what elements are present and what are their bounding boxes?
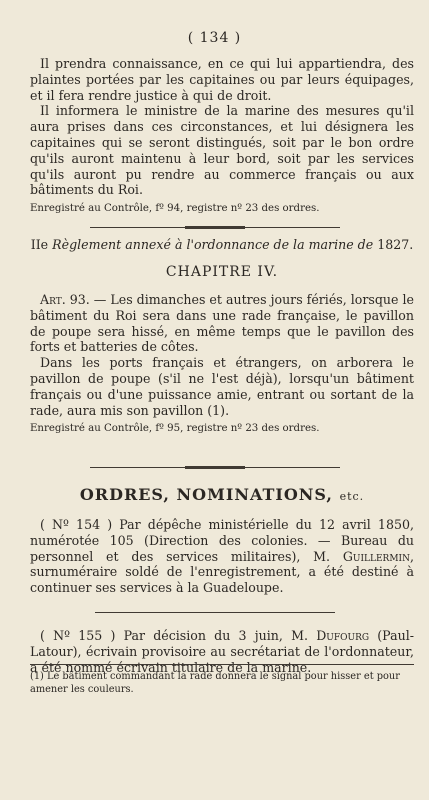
ordre-155-text-1: Par décision du 3 juin, M. [123,628,308,643]
section-rule-1 [90,227,340,228]
chapter-heading: CHAPITRE IV. [165,264,279,280]
footnote-divider [30,664,414,665]
entry-divider [95,612,335,613]
article-label: Art. 93. [40,292,90,307]
ordre-154-number: ( Nº 154 ) [40,517,113,532]
article-text: — Les dimanches et autres jours fériés, lorsque le bâtiment du Roi sera dans une rade française, le pavillon de poupe sera hissé, en même temps que le pavillon des forts et batteries de côtes. [30,292,414,355]
ordres-title: ORDRES, NOMINATIONS, [79,485,333,504]
ordre-154-text-2: , surnuméraire soldé de l'enregistrement, a été destiné à continuer ses services à la Guadeloupe. [30,548,414,596]
intro-paragraph-2: Il informera le ministre de la marine des mesures qu'il aura prises dans ces circonstances, et lui désignera les capitaines qui se seront distingués, soit par le bon ordre qu'ils auront maintenu à leur bord, soit par les services qu'ils auront pu rendre au commerce français ou aux bâtiments du Roi. [30,103,414,198]
intro-paragraph-1: Il prendra connaissance, en ce qui lui appartiendra, des plaintes portées par les capitaines ou par leurs équipages, et il fera rendre justice à qui de droit. [30,56,414,103]
chapter-registration: Enregistré au Contrôle, fº 95, registre nº 23 des ordres. [30,423,320,435]
ordre-155-text-2: (Paul-Latour), écrivain provisoire au secrétariat de l'ordonnateur, a été nommé écrivain titulaire de la marine. [30,628,414,675]
ordres-heading [30,485,414,504]
ordres-etc: etc. [339,490,365,503]
ordre-155-paragraph [30,628,414,675]
reglement-heading [30,237,414,252]
article-paragraph-2: Dans les ports français et étrangers, on arborera le pavillon de poupe (s'il ne l'est déjà), lorsqu'un bâtiment français ou d'une puissance amie, entrant ou sortant de la rade, aura mis son pavillon (1). [30,355,414,418]
intro-registration: Enregistré au Contrôle, fº 94, registre nº 23 des ordres. [30,203,320,215]
ordre-154-name: Guillermin [342,548,410,564]
footnote: (1) Le bâtiment commandant la rade donnera le signal pour hisser et pour amener les couleurs. [30,671,400,695]
article-93 [30,292,414,355]
ordre-155 [30,628,414,675]
ordre-154 [30,517,414,596]
chapter-section [30,292,414,435]
page-number: ( 134 ) [187,30,242,46]
reglement-year: 1827. [377,237,414,252]
reglement-title: Règlement annexé à l'ordonnance de la marine de [52,237,374,252]
section-rule-2 [90,467,340,468]
ordre-155-name: Dufourg [316,628,370,643]
intro-section [30,56,414,215]
reglement-number: IIe [30,237,49,252]
ordre-155-number: ( Nº 155 ) [40,628,116,643]
ordre-154-paragraph [30,517,414,596]
ordre-154-text-1: Par dépêche ministérielle du 12 avril 1850, numérotée 105 (Direction des colonies. — Bureau du personnel et des services militaires), M. [30,517,414,564]
